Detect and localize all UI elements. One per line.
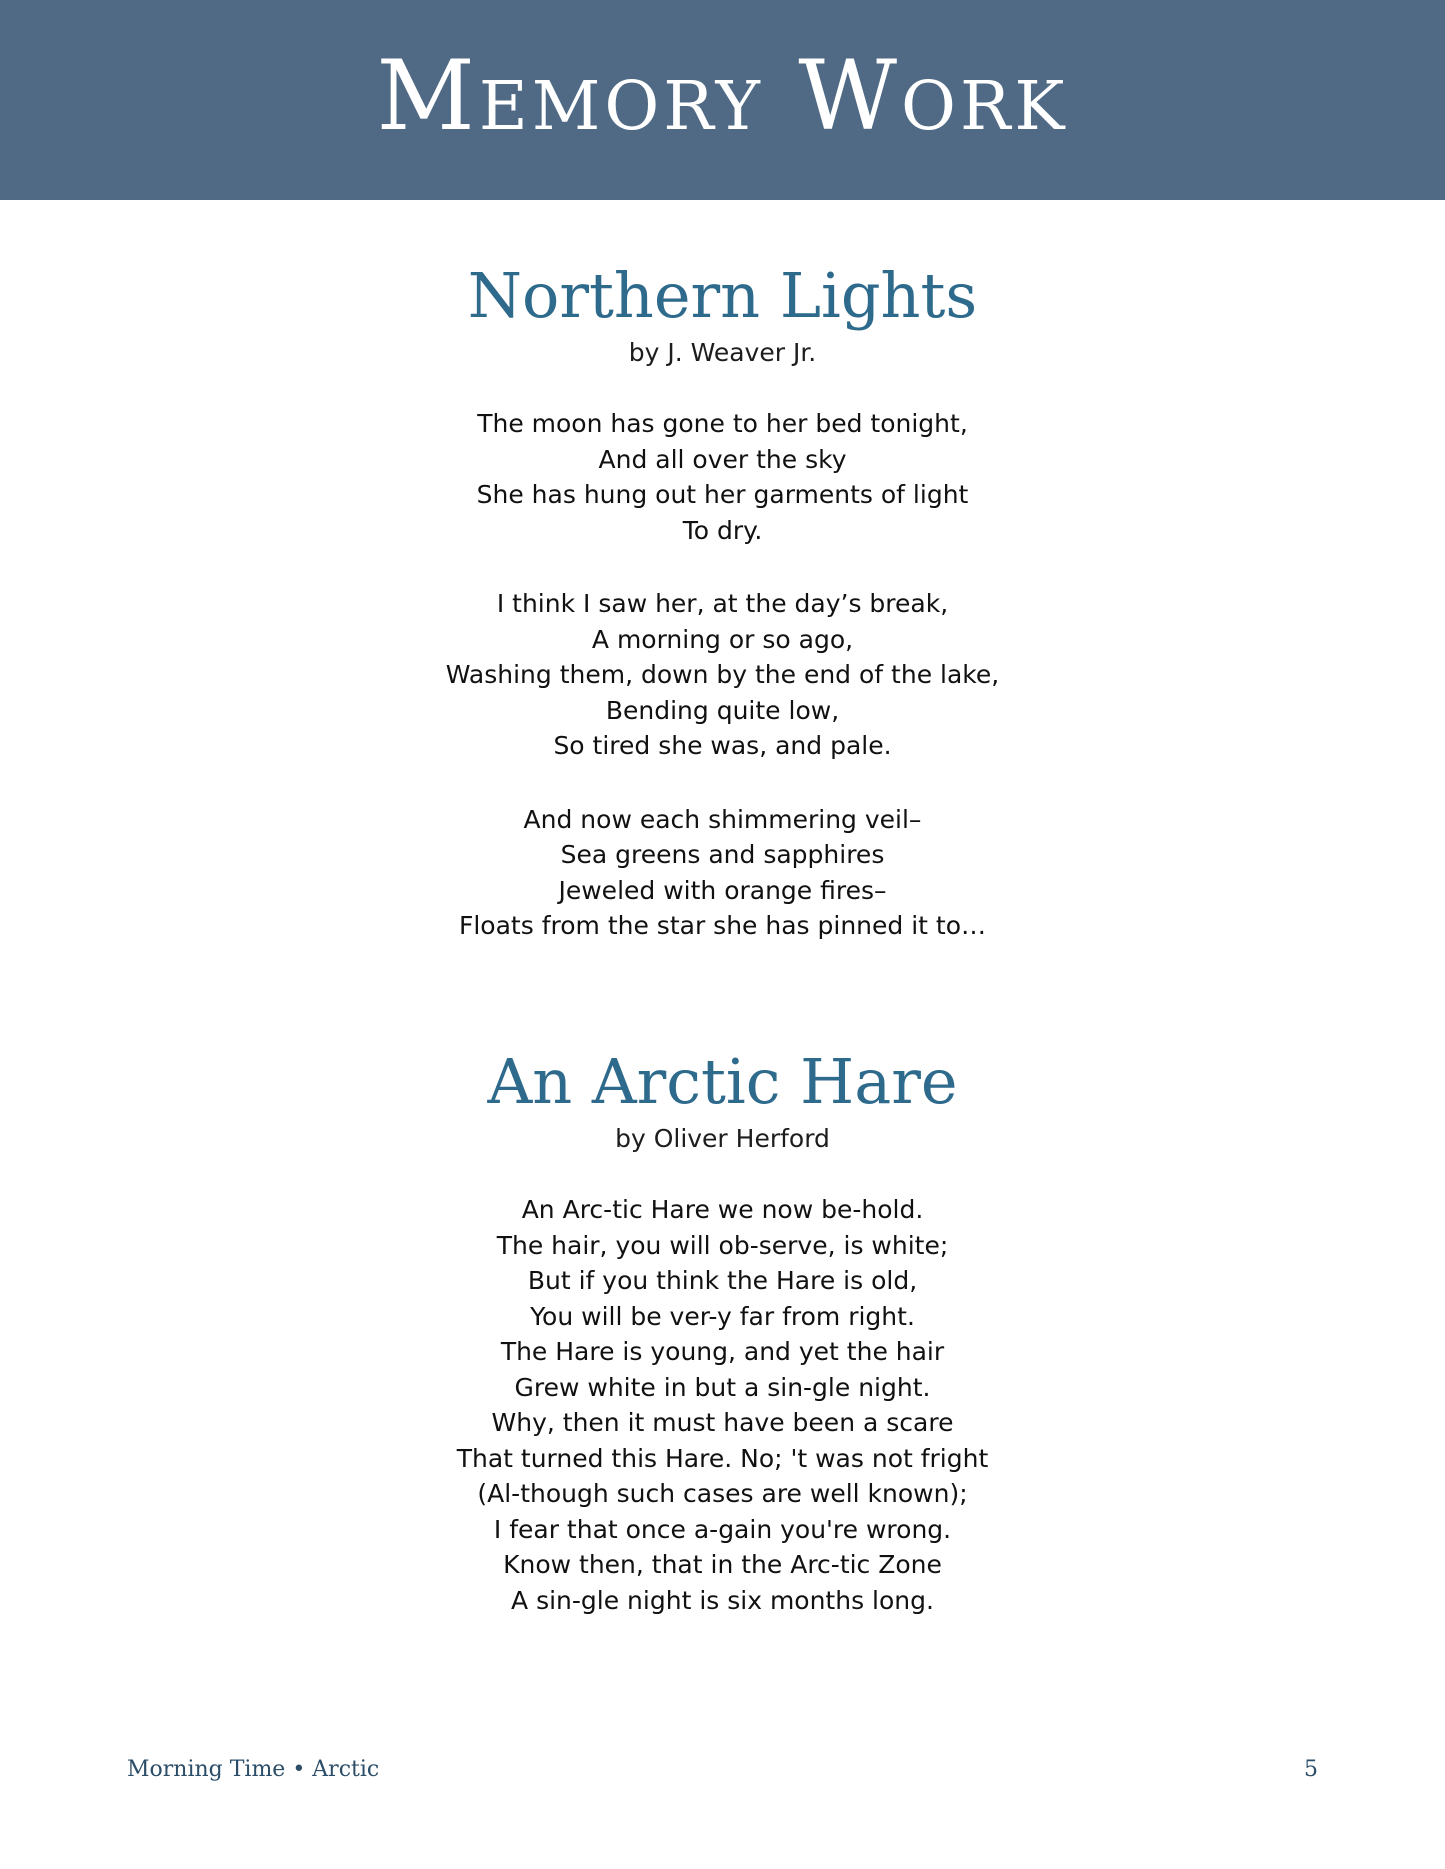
page-number: 5 xyxy=(1304,1757,1318,1782)
poem-line: Jeweled with orange fires– xyxy=(558,875,887,905)
poem-line: Bending quite low, xyxy=(605,695,840,725)
poem-line: An Arc-tic Hare we now be-hold. xyxy=(521,1195,924,1225)
poem-line: The hair, you will ob-serve, is white; xyxy=(496,1230,949,1260)
poem-title: Northern Lights xyxy=(467,259,978,332)
poem-line: The moon has gone to her bed tonight, xyxy=(477,409,968,439)
poem-line: Washing them, down by the end of the lake, xyxy=(445,660,1000,690)
stanza xyxy=(0,1192,1445,1618)
poem-title: An Arctic Hare xyxy=(487,1045,958,1118)
poem-line: But if you think the Hare is old, xyxy=(527,1266,918,1296)
poem-line: Floats from the star she has pinned it to… xyxy=(458,911,986,941)
stanza xyxy=(0,802,1445,944)
poem-line: A morning or so ago, xyxy=(591,624,854,654)
poem-line: And now each shimmering veil– xyxy=(523,804,922,834)
poem-line: Know then, that in the Arc-tic Zone xyxy=(503,1550,942,1580)
poem-line: (Al-though such cases are well known); xyxy=(477,1479,968,1509)
poem-line: I think I saw her, at the day’s break, xyxy=(496,589,949,619)
poem-line: A sin-gle night is six months long. xyxy=(511,1585,934,1615)
poem-author: by Oliver Herford xyxy=(615,1124,830,1154)
poem-line: So tired she was, and pale. xyxy=(553,731,892,761)
poem-line: That turned this Hare. No; 't was not fright xyxy=(456,1443,989,1473)
poem-line: Sea greens and sapphires xyxy=(560,840,885,870)
poem-northern-lights xyxy=(0,259,1445,944)
stanza xyxy=(0,586,1445,764)
stanza xyxy=(0,406,1445,548)
poem-line: She has hung out her garments of light xyxy=(476,480,969,510)
footer-title: Morning Time • Arctic xyxy=(127,1757,380,1782)
poem-line: To dry. xyxy=(682,515,763,545)
poem-line: You will be ver-y far from right. xyxy=(530,1301,915,1331)
poem-author: by J. Weaver Jr. xyxy=(628,338,817,368)
page-title: Memory Work xyxy=(376,40,1069,152)
poem-line: The Hare is young, and yet the hair xyxy=(500,1337,945,1367)
poem-line: Grew white in but a sin-gle night. xyxy=(514,1372,931,1402)
poem-line: And all over the sky xyxy=(598,444,847,474)
poem-line: Why, then it must have been a scare xyxy=(491,1408,954,1438)
poem-arctic-hare xyxy=(0,1045,1445,1618)
poem-line: I fear that once a-gain you're wrong. xyxy=(493,1514,952,1544)
header-banner xyxy=(0,0,1445,200)
